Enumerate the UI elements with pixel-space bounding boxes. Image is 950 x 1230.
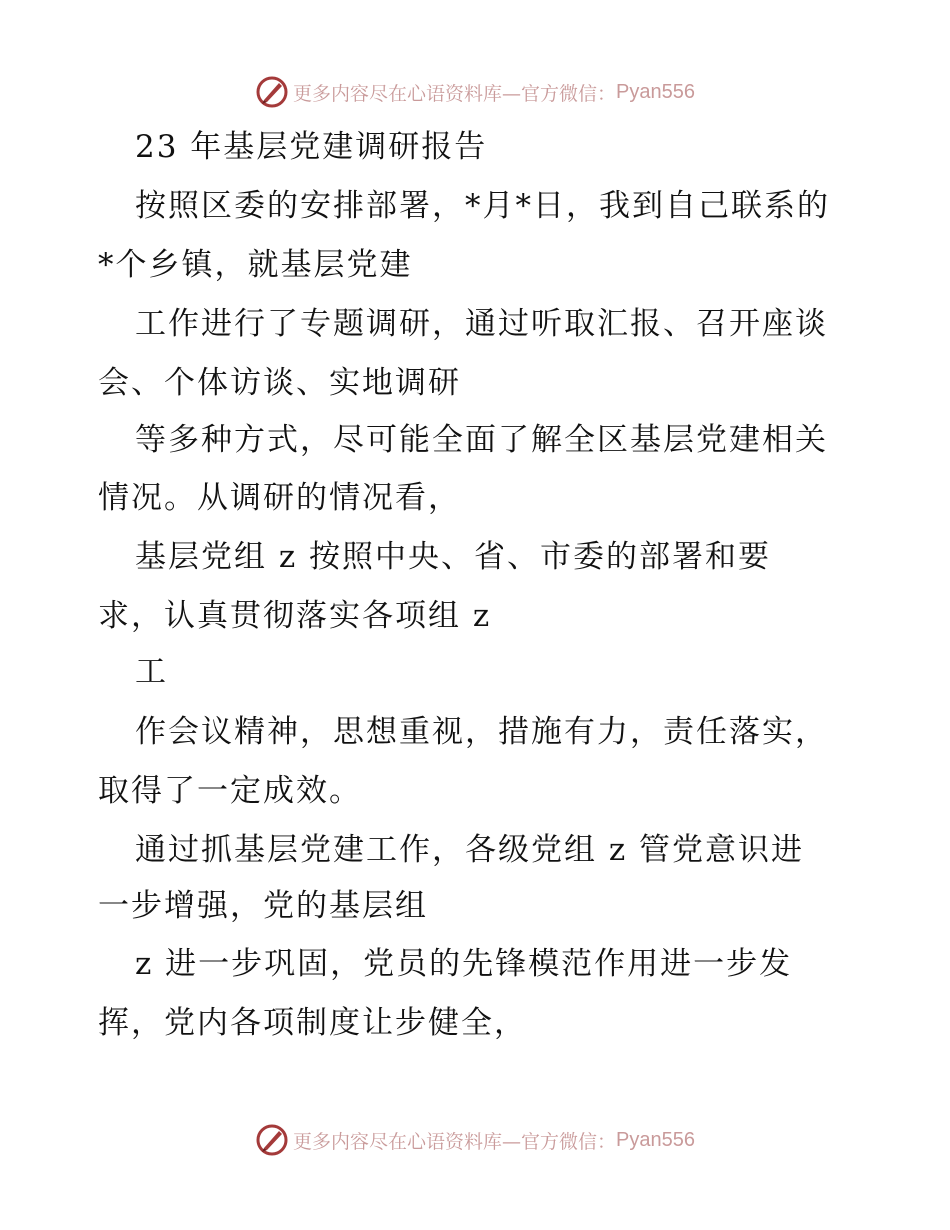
document-title: 23 年基层党建调研报告: [135, 129, 488, 165]
watermark-wechat-id: Pyan556: [616, 80, 695, 103]
body-line: 基层党组 z 按照中央、省、市委的部署和要: [135, 539, 772, 575]
footer-watermark: [0, 1120, 950, 1160]
watermark-site-text: 更多内容尽在心语资料库—官方微信：: [293, 1130, 617, 1153]
body-line: z 进一步巩固，党员的先锋模范作用进一步发: [135, 946, 793, 982]
quill-pen-logo-icon: [255, 1123, 289, 1157]
body-line: 求，认真贯彻落实各项组 z: [98, 598, 492, 634]
body-line: 工作进行了专题调研，通过听取汇报、召开座谈: [135, 306, 828, 342]
body-line: 按照区委的安排部署，*月*日，我到自己联系的: [135, 188, 830, 224]
body-line: 取得了一定成效。: [98, 773, 362, 809]
body-line: 通过抓基层党建工作，各级党组 z 管党意识进: [135, 832, 805, 868]
body-line: *个乡镇，就基层党建: [98, 247, 413, 283]
body-line: 工: [135, 654, 168, 690]
body-line: 情况。从调研的情况看，: [98, 480, 461, 516]
watermark-site-text: 更多内容尽在心语资料库—官方微信：: [293, 82, 617, 105]
body-line: 作会议精神，思想重视，措施有力，责任落实，: [135, 714, 828, 750]
watermark-wechat-id: Pyan556: [616, 1128, 695, 1151]
quill-pen-logo-icon: [255, 75, 289, 109]
body-line: 挥，党内各项制度让步健全，: [98, 1005, 527, 1041]
header-watermark: [0, 72, 950, 112]
body-line: 一步增强，党的基层组: [98, 888, 428, 924]
body-line: 等多种方式，尽可能全面了解全区基层党建相关: [135, 422, 828, 458]
body-line: 会、个体访谈、实地调研: [98, 365, 461, 401]
